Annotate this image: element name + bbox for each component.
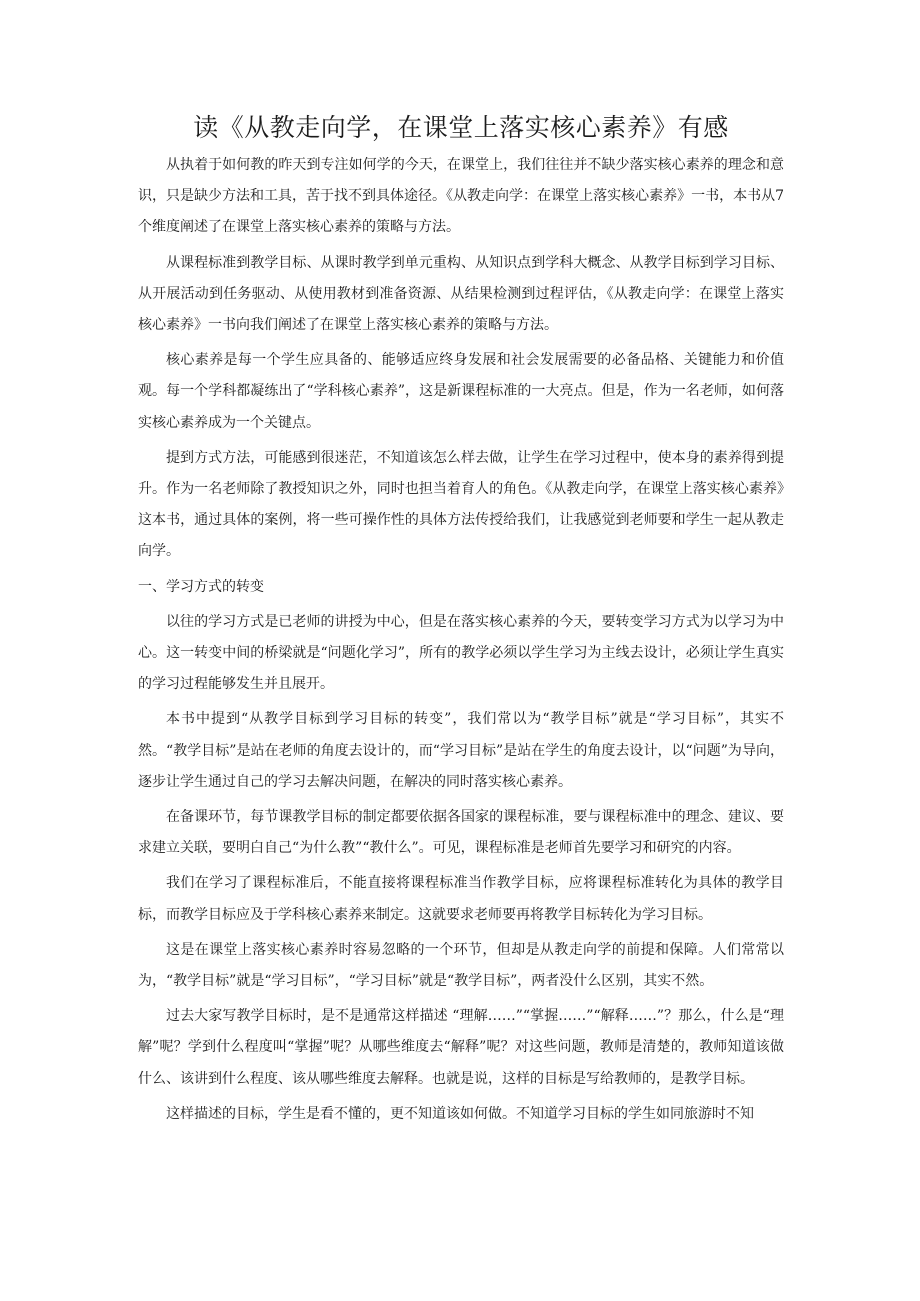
section-heading: 一、学习方式的转变	[138, 578, 264, 595]
document-page	[138, 108, 784, 1134]
intro-paragraph-3: 核心素养是每一个学生应具备的、能够适应终身发展和社会发展需要的必备品格、关键能力和价值观。每一个学科都凝练出了“学科核心素养”，这是新课程标准的一大亮点。但是，作为一名老师，如何落实核心素养成为一个关键点。	[138, 352, 784, 431]
section-paragraph-6: 过去大家写教学目标时，是不是通常这样描述 “理解……”“掌握……”“解释……”？那么，什么是“理解”呢？学到什么程度叫“掌握”呢？从哪些维度去“解释”呢？对这些问题，教师是清楚的，教师知道该做什么、该讲到什么程度、该从哪些维度去解释。也就是说，这样的目标是写给教师的，是教学目标。	[138, 1008, 784, 1087]
section-paragraph-7: 这样描述的目标，学生是看不懂的，更不知道该如何做。不知道学习目标的学生如同旅游时不知	[166, 1105, 754, 1122]
section-paragraph-1: 以往的学习方式是已老师的讲授为中心，但是在落实核心素养的今天，要转变学习方式为以学习为中心。这一转变中间的桥梁就是“问题化学习”，所有的教学必须以学生学习为主线去设计，必须让学生真实的学习过程能够发生并且展开。	[138, 613, 784, 693]
section-paragraph-3: 在备课环节，每节课教学目标的制定都要依据各国家的课程标准，要与课程标准中的理念、建议、要求建立关联，要明白自己“为什么教”“教什么”。可见，课程标准是老师首先要学习和研究的内容。	[138, 809, 784, 857]
section-paragraph-2: 本书中提到“从教学目标到学习目标的转变”，我们常以为“教学目标”就是“学习目标”，其实不然。“教学目标”是站在老师的角度去设计的，而“学习目标”是站在学生的角度去设计，以“问题”为导向，逐步让学生通过自己的学习去解决问题，在解决的同时落实核心素养。	[138, 711, 784, 790]
section-paragraph-5: 这是在课堂上落实核心素养时容易忽略的一个环节，但却是从教走向学的前提和保障。人们常常以为，“教学目标”就是“学习目标”，“学习目标”就是“教学目标”，两者没什么区别，其实不然。	[138, 941, 784, 990]
intro-paragraph-1: 从执着于如何教的昨天到专注如何学的今天，在课堂上，我们往往并不缺少落实核心素养的理念和意识，只是缺少方法和工具，苦于找不到具体途径。《从教走向学：在课堂上落实核心素养》一书，本书从7个维度阐述了在课堂上落实核心素养的策略与方法。	[138, 157, 784, 236]
intro-paragraph-2: 从课程标准到教学目标、从课时教学到单元重构、从知识点到学科大概念、从教学目标到学习目标、从开展活动到任务驱动、从使用教材到准备资源、从结果检测到过程评估，《从教走向学：在课堂上落实核心素养》一书向我们阐述了在课堂上落实核心素养的策略与方法。	[138, 254, 784, 334]
intro-paragraph-4: 提到方式方法，可能感到很迷茫，不知道该怎么样去做，让学生在学习过程中，使本身的素养得到提升。作为一名老师除了教授知识之外，同时也担当着育人的角色。《从教走向学，在课堂上落实核心素养》这本书，通过具体的案例，将一些可操作性的具体方法传授给我们，让我感觉到老师要和学生一起从教走向学。	[138, 449, 784, 560]
document-title: 读《从教走向学，在课堂上落实核心素养》有感	[193, 113, 729, 142]
section-paragraph-4: 我们在学习了课程标准后，不能直接将课程标准当作教学目标，应将课程标准转化为具体的教学目标，而教学目标应及于学科核心素养来制定。这就要求老师要再将教学目标转化为学习目标。	[138, 875, 784, 923]
